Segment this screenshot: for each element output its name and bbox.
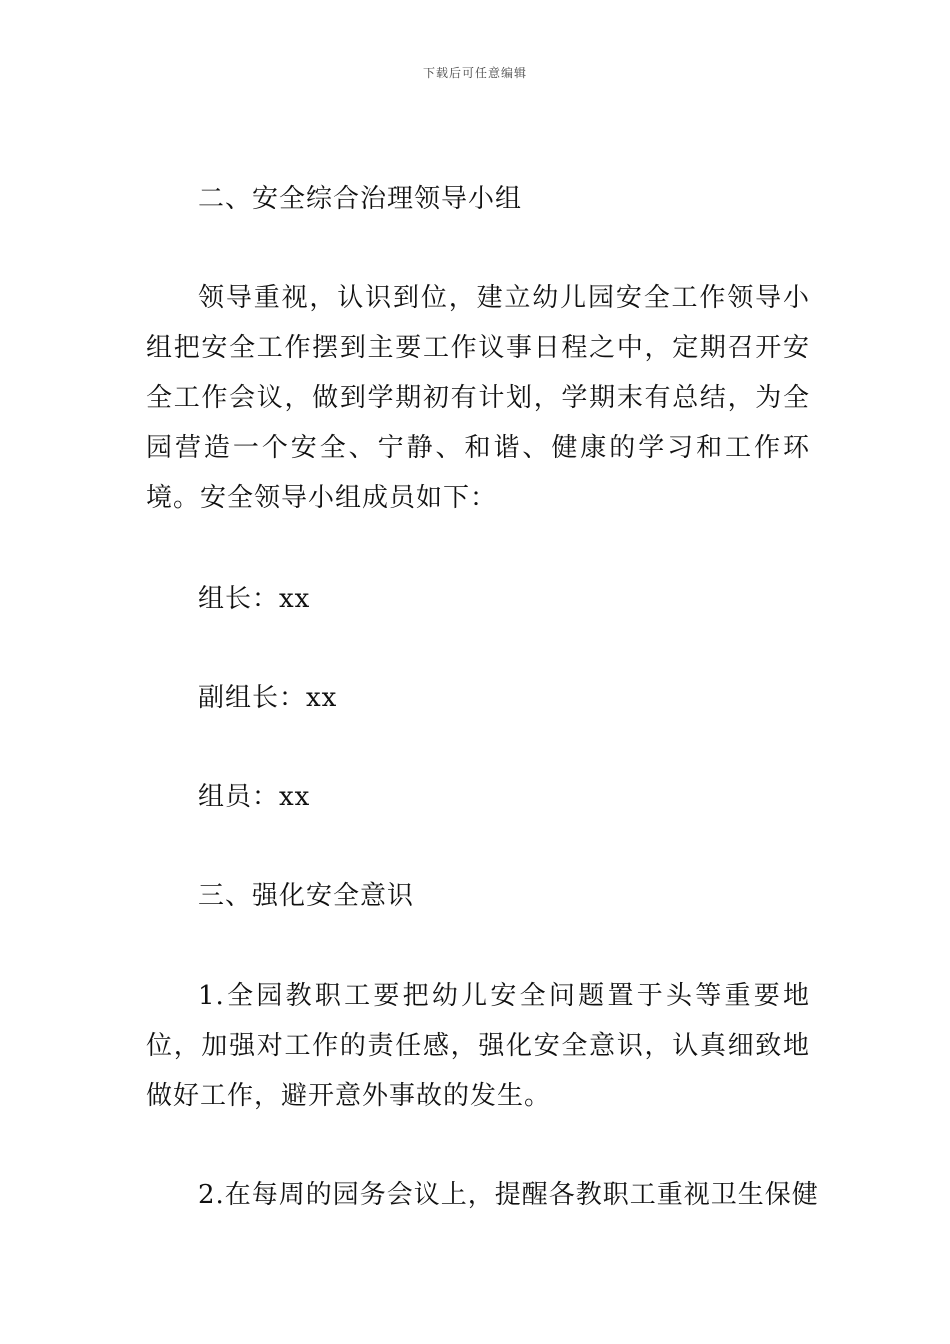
- deputy-leader-line: 副组长：xx: [198, 683, 338, 713]
- list-item-1: 1.全园教职工要把幼儿安全问题置于头等重要地位，加强对工作的责任感，强化安全意识，认真细致地做好工作，避开意外事故的发生。: [146, 981, 810, 1111]
- section-heading-2: 二、安全综合治理领导小组: [198, 184, 523, 214]
- list-item-2: 2.在每周的园务会议上，提醒各教职工重视卫生保健: [198, 1180, 819, 1210]
- members-line: 组员：xx: [198, 782, 311, 812]
- section-heading-3: 三、强化安全意识: [198, 881, 415, 911]
- section-2-paragraph: 领导重视，认识到位，建立幼儿园安全工作领导小组把安全工作摆到主要工作议事日程之中，定期召开安全工作会议，做到学期初有计划，学期末有总结，为全园营造一个安全、宁静、和谐、健康的学习和工作环境。安全领导小组成员如下：: [146, 283, 810, 513]
- leader-line: 组长：xx: [198, 584, 311, 614]
- header-note: 下载后可任意编辑: [422, 66, 527, 80]
